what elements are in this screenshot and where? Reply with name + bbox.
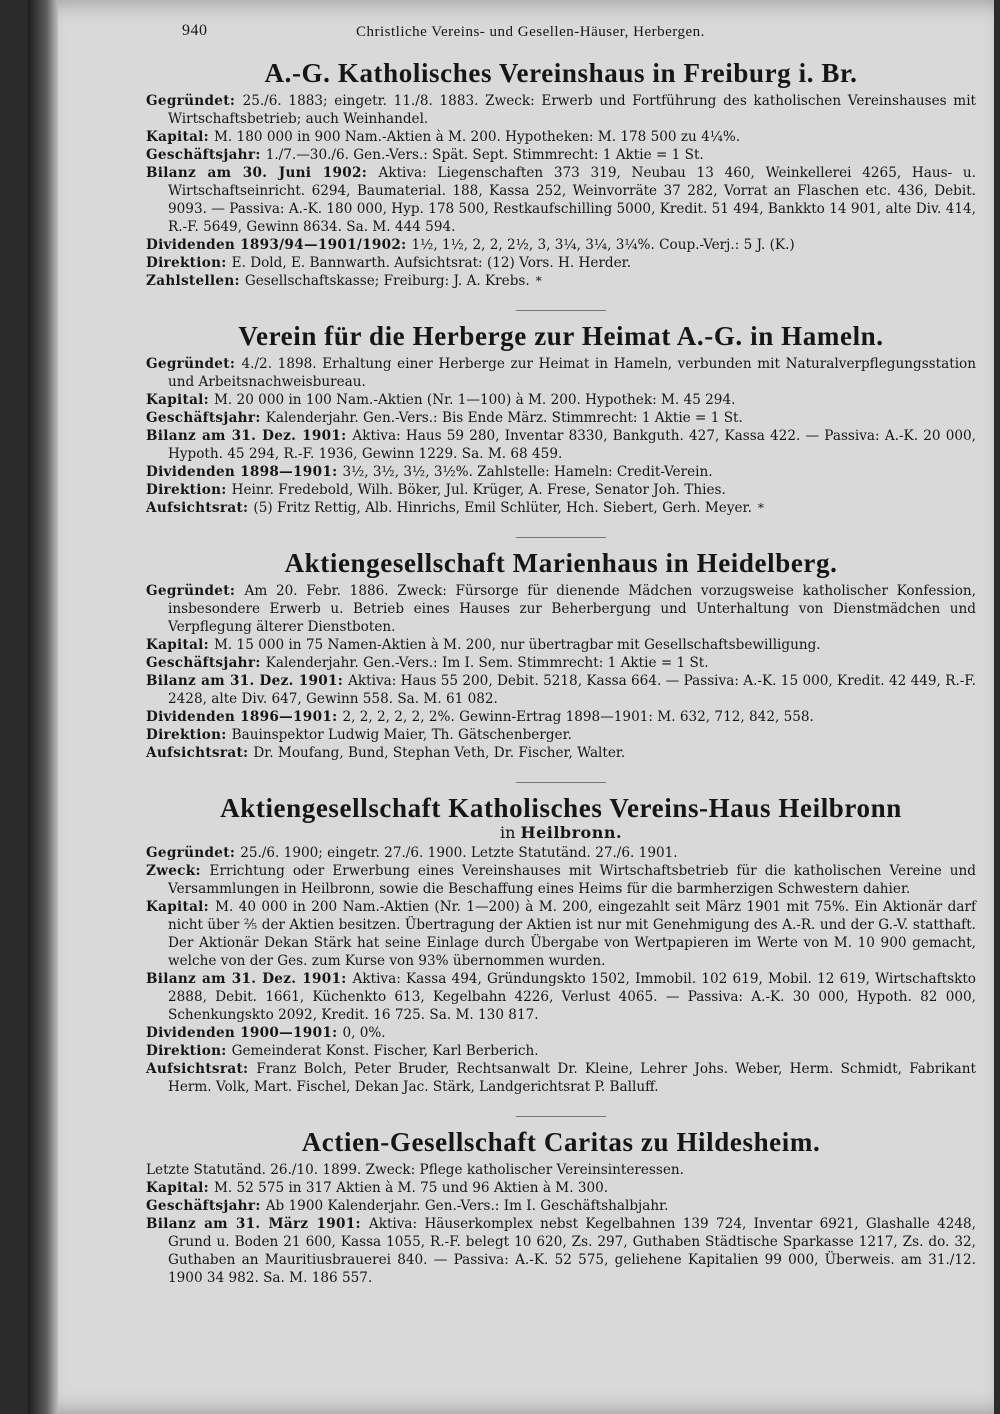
entry-field bbox=[146, 164, 976, 236]
company-entry bbox=[146, 319, 976, 517]
field-text: Kalenderjahr. Gen.-Vers.: Bis Ende März. Stimmrecht: 1 Aktie = 1 St. bbox=[265, 410, 743, 426]
field-text: Franz Bolch, Peter Bruder, Rechtsanwalt Dr. Kleine, Lehrer Johs. Weber, Herm. Schmidt, Fabrikant Herm. Volk, Mart. Fischel, Dekan Jac. Stärk, Landgerichtsrat P. Balluff. bbox=[168, 1061, 977, 1095]
entry-title: Aktiengesellschaft Marienhaus in Heidelberg. bbox=[284, 548, 838, 578]
entry-field bbox=[146, 1197, 976, 1215]
field-text: 2, 2, 2, 2, 2, 2%. Gewinn-Ertrag 1898—1901: M. 632, 712, 842, 558. bbox=[342, 709, 814, 725]
company-entry bbox=[146, 546, 976, 762]
entry-subtitle bbox=[146, 823, 976, 842]
section-divider bbox=[516, 1116, 606, 1117]
running-head bbox=[146, 14, 976, 48]
field-text: 3½, 3½, 3½, 3½%. Zahlstelle: Hameln: Credit-Verein. bbox=[342, 464, 713, 480]
entry-title: Actien-Gesellschaft Caritas zu Hildesheim. bbox=[301, 1127, 821, 1157]
field-text: Letzte Statutänd. 26./10. 1899. Zweck: Pflege katholischer Vereinsinteressen. bbox=[146, 1162, 684, 1178]
field-text: Am 20. Febr. 1886. Zweck: Fürsorge für dienende Mädchen vorzugsweise katholischer Konfession, insbesondere Erwerb u. Betrieb eines Hauses zur Beherbergung und Unterhaltung von Dienstmädchen und Verpflegung älterer Dienstboten. bbox=[168, 583, 976, 635]
entry-field bbox=[146, 672, 976, 708]
field-label: Kapital: bbox=[146, 637, 214, 653]
field-label: Bilanz am 31. Dez. 1901: bbox=[146, 428, 353, 444]
page-number: 940 bbox=[182, 22, 208, 39]
field-text: 1./7.—30./6. Gen.-Vers.: Spät. Sept. Stimmrecht: 1 Aktie = 1 St. bbox=[265, 147, 704, 163]
field-text: M. 40 000 in 200 Nam.-Aktien (Nr. 1—200) à M. 200, eingezahlt seit März 1901 mit 75%. Ein Aktionär darf nicht über ⅖ der Aktien besitzen. Übertragung der Aktien ist nur mit Genehmigung des A.-R. und der G.-V. statthaft. Der Aktionär Dekan Stärk hat seine Einlage durch Übergabe von Wertpapieren im Werte von M. 10 900 gemacht, welche von der Ges. zum Kurse von 93% übernommen wurden. bbox=[168, 899, 976, 969]
field-label: Gegründet: bbox=[146, 356, 242, 372]
section-divider bbox=[516, 310, 606, 311]
end-mark: * bbox=[757, 501, 764, 515]
entry-title: Verein für die Herberge zur Heimat A.-G. in Hameln. bbox=[238, 321, 884, 351]
section-divider bbox=[516, 782, 606, 783]
entry-field bbox=[146, 355, 976, 391]
field-label: Bilanz am 31. März 1901: bbox=[146, 1216, 369, 1232]
entry-title: A.-G. Katholisches Vereinshaus in Freiburg i. Br. bbox=[264, 58, 858, 88]
entry-field bbox=[146, 1161, 976, 1179]
field-text: Dr. Moufang, Bund, Stephan Veth, Dr. Fischer, Walter. bbox=[253, 745, 626, 761]
field-label: Geschäftsjahr: bbox=[146, 147, 266, 163]
field-text: Heinr. Fredebold, Wilh. Böker, Jul. Krüger, A. Frese, Senator Joh. Thies. bbox=[231, 482, 726, 498]
section-divider bbox=[516, 537, 606, 538]
field-text: Aktiva: Haus 59 280, Inventar 8330, Bankguth. 427, Kassa 422. — Passiva: A.-K. 20 000, Hypoth. 45 294, R.-F. 1936, Gewinn 1229. Sa. M. 68 459. bbox=[168, 428, 977, 462]
entry-field bbox=[146, 844, 976, 862]
field-text: M. 15 000 in 75 Namen-Aktien à M. 200, nur übertragbar mit Gesellschaftsbewilligung. bbox=[214, 637, 821, 653]
field-label: Dividenden 1898—1901: bbox=[146, 464, 343, 480]
field-text: M. 52 575 in 317 Aktien à M. 75 und 96 Aktien à M. 300. bbox=[214, 1180, 609, 1196]
entry-field bbox=[146, 92, 976, 128]
entry-subtitle-prefix: in bbox=[499, 823, 521, 842]
entry-field bbox=[146, 744, 976, 762]
field-label: Zweck: bbox=[146, 863, 210, 879]
entry-field bbox=[146, 236, 976, 254]
field-label: Zahlstellen: bbox=[146, 273, 245, 289]
field-label: Kapital: bbox=[146, 1180, 214, 1196]
end-mark: * bbox=[535, 274, 542, 288]
entry-title: Aktiengesellschaft Katholisches Vereins-Haus Heilbronn bbox=[220, 793, 902, 823]
field-label: Bilanz am 31. Dez. 1901: bbox=[146, 673, 349, 689]
field-text: 25./6. 1883; eingetr. 11./8. 1883. Zweck: Erwerb und Fortführung des katholischen Vereinshauses mit Wirtschaftsbetrieb; auch Weinhandel. bbox=[168, 93, 977, 127]
field-label: Bilanz am 31. Dez. 1901: bbox=[146, 971, 353, 987]
field-label: Kapital: bbox=[146, 899, 216, 915]
field-text: Aktiva: Liegenschaften 373 319, Neubau 13 460, Weinkellerei 4265, Haus- u. Wirtschaftseinricht. 6294, Baumaterial. 188, Kassa 252, Weinvorräte 37 282, Vorrat an Flaschen etc. 436, Debit. 9093. — Passiva: A.-K. 180 000, Hyp. 178 500, Restkaufschilling 5000, Kredit. 51 494, Bankkto 14 901, alte Div. 414, R.-F. 5649, Gewinn 8634. Sa. M. 444 594. bbox=[168, 165, 976, 235]
field-label: Direktion: bbox=[146, 255, 232, 271]
entry-field bbox=[146, 970, 976, 1024]
entry-field bbox=[146, 254, 976, 272]
field-label: Aufsichtsrat: bbox=[146, 745, 254, 761]
field-text: Ab 1900 Kalenderjahr. Gen.-Vers.: Im I. Geschäftshalbjahr. bbox=[265, 1198, 669, 1214]
field-text: Errichtung oder Erwerbung eines Vereinshauses mit Wirtschaftsbetrieb für die katholischen Vereine und Versammlungen in Heilbronn, sowie die Beschaffung eines Heims für die barmherzigen Schwestern dahier. bbox=[168, 863, 976, 897]
field-text: Bauinspektor Ludwig Maier, Th. Gätschenberger. bbox=[231, 727, 572, 743]
page-scan bbox=[28, 0, 994, 1414]
field-text: Aktiva: Haus 55 200, Debit. 5218, Kassa 664. — Passiva: A.-K. 15 000, Kredit. 42 449, R.-F. 2428, alte Div. 647, Gewinn 558. Sa. M. 61 082. bbox=[168, 673, 976, 707]
entry-field bbox=[146, 708, 976, 726]
entry-field bbox=[146, 409, 976, 427]
field-label: Gegründet: bbox=[146, 93, 243, 109]
entry-field bbox=[146, 1042, 976, 1060]
field-label: Direktion: bbox=[146, 482, 232, 498]
entry-field bbox=[146, 726, 976, 744]
running-title: Christliche Vereins- und Gesellen-Häuser, Herbergen. bbox=[356, 24, 705, 40]
field-text: Kalenderjahr. Gen.-Vers.: Im I. Sem. Stimmrecht: 1 Aktie = 1 St. bbox=[265, 655, 709, 671]
company-entry bbox=[146, 56, 976, 290]
field-label: Direktion: bbox=[146, 727, 232, 743]
entry-field bbox=[146, 654, 976, 672]
field-text: M. 20 000 in 100 Nam.-Aktien (Nr. 1—100) à M. 200. Hypothek: M. 45 294. bbox=[214, 392, 736, 408]
field-label: Dividenden 1900—1901: bbox=[146, 1025, 343, 1041]
field-label: Dividenden 1896—1901: bbox=[146, 709, 343, 725]
field-text: 1½, 1½, 2, 2, 2½, 3, 3¼, 3¼, 3¼%. Coup.-Verj.: 5 J. (K.) bbox=[411, 237, 795, 253]
field-text: Gemeinderat Konst. Fischer, Karl Berberich. bbox=[231, 1043, 539, 1059]
entry-field bbox=[146, 128, 976, 146]
field-label: Kapital: bbox=[146, 129, 214, 145]
field-text: E. Dold, E. Bannwarth. Aufsichtsrat: (12) Vors. H. Herder. bbox=[231, 255, 632, 271]
entry-field bbox=[146, 463, 976, 481]
entry-field bbox=[146, 499, 976, 517]
field-label: Gegründet: bbox=[146, 845, 241, 861]
company-entry bbox=[146, 1125, 976, 1287]
entry-field bbox=[146, 582, 976, 636]
book-binding-edge bbox=[28, 0, 58, 1414]
entry-field bbox=[146, 481, 976, 499]
entry-field bbox=[146, 1060, 976, 1096]
entry-field bbox=[146, 272, 976, 290]
field-text: 0, 0%. bbox=[342, 1025, 386, 1041]
entry-subtitle-place: Heilbronn. bbox=[520, 823, 623, 842]
field-label: Geschäftsjahr: bbox=[146, 1198, 266, 1214]
entry-field bbox=[146, 862, 976, 898]
entry-field bbox=[146, 391, 976, 409]
field-label: Gegründet: bbox=[146, 583, 245, 599]
field-label: Direktion: bbox=[146, 1043, 232, 1059]
field-label: Aufsichtsrat: bbox=[146, 1061, 257, 1077]
field-text: 25./6. 1900; eingetr. 27./6. 1900. Letzte Statutänd. 27./6. 1901. bbox=[240, 845, 678, 861]
field-text: Aktiva: Kassa 494, Gründungskto 1502, Immobil. 102 619, Mobil. 12 619, Wirtschaftskto 2888, Debit. 1661, Küchenkto 613, Kegelbahn 4226, Verlust 4065. — Passiva: A.-K. 30 000, Hypoth. 82 000, Schenkungskto 2092, Kredit. 16 725. Sa. M. 130 817. bbox=[168, 971, 976, 1023]
entry-field bbox=[146, 146, 976, 164]
field-label: Dividenden 1893/94—1901/1902: bbox=[146, 237, 412, 253]
field-label: Geschäftsjahr: bbox=[146, 410, 266, 426]
entry-field bbox=[146, 427, 976, 463]
field-text: Gesellschaftskasse; Freiburg: J. A. Krebs. bbox=[244, 273, 530, 289]
field-text: M. 180 000 in 900 Nam.-Aktien à M. 200. Hypotheken: M. 178 500 zu 4¼%. bbox=[214, 129, 741, 145]
field-text: (5) Fritz Rettig, Alb. Hinrichs, Emil Schlüter, Hch. Siebert, Gerh. Meyer. bbox=[253, 500, 752, 516]
entries-list bbox=[146, 56, 976, 1287]
entry-field bbox=[146, 898, 976, 970]
field-text: Aktiva: Häuserkomplex nebst Kegelbahnen 139 724, Inventar 6921, Glashalle 4248, Grund u. Boden 21 600, Kassa 1055, R.-F. belegt 10 620, Zs. 297, Guthaben Städtische Sparkasse 1217, Zs. do. 32, Guthaben an Mauritiusbrauerei 840. — Passiva: A.-K. 52 575, geliehene Kapitalien 99 000, Überweis. am 31./12. 1900 34 982. Sa. M. 186 557. bbox=[168, 1216, 977, 1286]
field-label: Kapital: bbox=[146, 392, 214, 408]
entry-field bbox=[146, 1179, 976, 1197]
field-text: 4./2. 1898. Erhaltung einer Herberge zur Heimat in Hameln, verbunden mit Naturalverpflegungsstation und Arbeitsnachweisbureau. bbox=[168, 356, 976, 390]
field-label: Aufsichtsrat: bbox=[146, 500, 254, 516]
page-content bbox=[146, 14, 976, 1307]
company-entry bbox=[146, 791, 976, 1096]
entry-field bbox=[146, 636, 976, 654]
field-label: Geschäftsjahr: bbox=[146, 655, 266, 671]
field-label: Bilanz am 30. Juni 1902: bbox=[146, 165, 379, 181]
entry-field bbox=[146, 1024, 976, 1042]
entry-field bbox=[146, 1215, 976, 1287]
